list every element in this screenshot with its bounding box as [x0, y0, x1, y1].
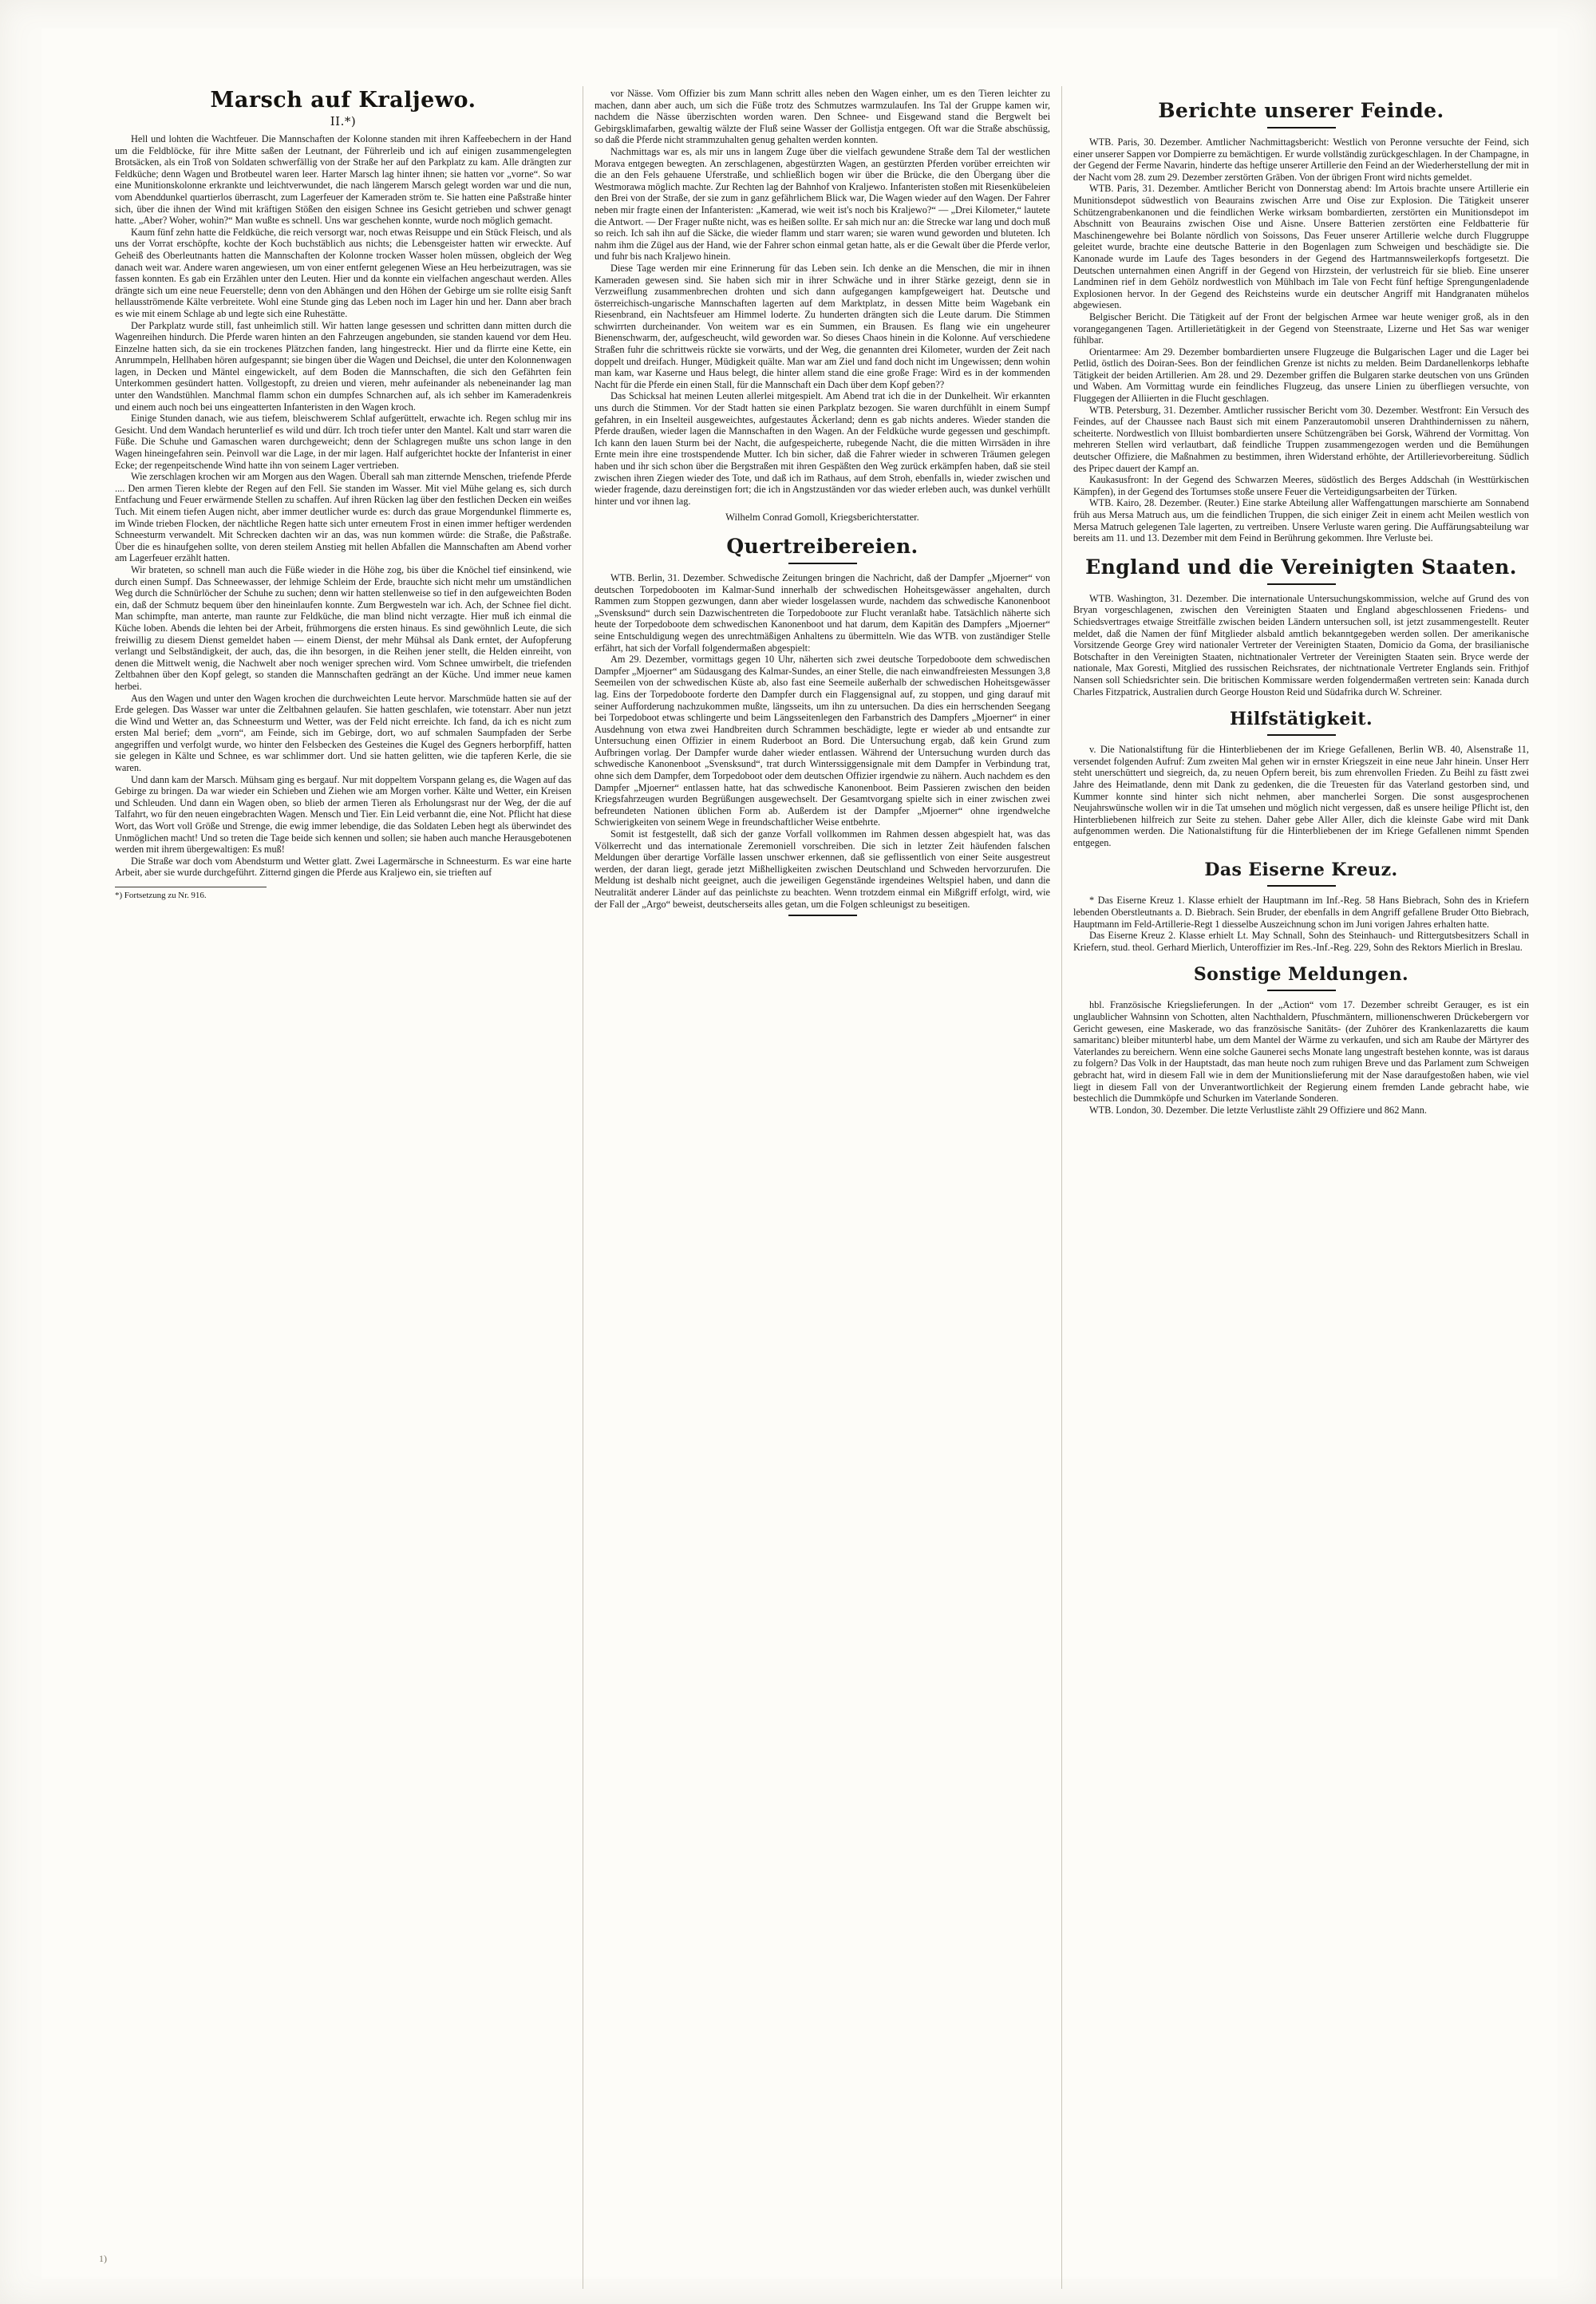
paragraph: Orientarmee: Am 29. Dezember bombardierten unsere Flugzeuge die Bulgarischen Lager und die Lager bei Petlid, östlich des Doiran-Sees. Bon der feindlichen Grenze ist nichts zu melden. Beim Dardanellenkorps lebhafte Tätigkeit der beiden Artillerien. Am 28. und 29. Dezember griffen die Bulgaren starke deutschen von uns Gründen und Waben. Am Vormittag wurde ein feindliches Flugzeug, das unsere Linien zu überfliegen versuchte, von Fluggegen der Alliierten in die Flucht geschlagen. — [1073, 346, 1529, 405]
section-title-quertreibereien: Quertreibereien. — [726, 534, 918, 558]
section-title-berichte-feinde: Berichte unserer Feinde. — [1158, 99, 1444, 122]
divider-rule — [1267, 583, 1336, 585]
paragraph: Das Schicksal hat meinen Leuten allerlei mitgespielt. Am Abend trat ich die in der Dunkelheit. Wir erkannten uns durch die Stimmen. Vor der Stadt hatten sie einen Parkplatz bezogen. Sie waren durchfühlt in einem Sumpf gefahren, in ein Inselteil ausgeweichtes, aufgestautes Äckerland; denn es gab nichts anderes. Wieder standen die Pferde draußen, wieder lagen die Mannschaften in den Wagen. An der Feldküche wurde gegessen und geschimpft. Ich kann den lauen Sturm bei der Nacht, die aufgespeicherte, rubegende Nacht, die die mitten Wirrsäden in ihre Ernte mein ihre eine trostspendende Mutter. Ich bin sicher, daß die Fahrer wieder in schweren Träumen gelegen haben und ihr sich schon über die Bergstraßen mit ihren Gespäßten den Weg zurück erkämpfen haben, daß sie steil zwischen ihren Ziegen wieder des Tote, und daß ich im Rathaus, auf dem Stroh, ebenfalls in, wieder zwischen und wieder fragende, dazu dereinstigen fort; die ich in Angstzuständen vor das wieder erleben auch, was dunkel verhüllt hinter und vor ihnen lag. — [595, 390, 1050, 507]
article-signature: Wilhelm Conrad Gomoll, Kriegsberichterstatter. — [725, 512, 919, 524]
paragraph: Aus den Wagen und unter den Wagen krochen die durchweichten Leute hervor. Marschmüde hatten sie auf der Erde gelegen. Das Wasser war unter die Zeltbahnen gelaufen. Sie hatten geschlafen, wie totenstarr. Aber nun jetzt die Wind und Wetter an, das Schneesturm und Wetter, was der Feld nicht erreichte. Ich fand, da ich es nicht zum ersten Mal berief; dem „vorn“, am Feinde, sich im Gebirge, dort, wo auf schmalen Saumpfaden der Serbe angegriffen und verfolgt wurde, wo hinter den Felsbecken des Gesteines die Kugel des Gegners herborpfiff, hatten sie gelegen in Kälte und Schnee, es war schlimmer dort. Und sie hatten gelitten, wie die tapferen Kerle, die sie waren. — [115, 692, 571, 774]
paragraph: WTB. Petersburg, 31. Dezember. Amtlicher russischer Bericht vom 30. Dezember. Westfront: Ein Versuch des Feindes, auf der Chaussee nach Baust sich mit einem Panzerautomobil unseren Drahthindernissen zu nähern, scheiterte. Nordwestlich von Illuist bombardierten unsere Schützengräben bei Gorsk, Während der Vormittag. Von mehreren Stellen wird verlautbart, daß feindliche Truppen zusammengezogen werden und die Bemühungen deutscher Offiziere, die Maßnahmen zu bestimmen, ihren Widerstand erhöhte, der Artillerievorbereitung. Südlich des Pripec dauert der Kampf an. — [1073, 404, 1529, 474]
divider-rule — [1267, 734, 1336, 736]
paragraph: vor Nässe. Vom Offizier bis zum Mann schritt alles neben den Wagen einher, um es den Tieren leichter zu machen, dann aber auch, um sich die Füße trotz des Schmutzes warmzulaufen. Ins Tal der Gruppe kamen wir, nachdem die Nässe überzischten worden waren. Den Schnee- und Eisgewand stand die Bergwelt bei Gebirgsklimafarben, gewaltig wälzte der Fluß seine Wasser der Gollistja entgegen. Oft war die Straße abschüssig, so daß die Pferde nicht strammzuhalten genug gehalten werden konnten. — [595, 88, 1050, 146]
paragraph: WTB. Berlin, 31. Dezember. Schwedische Zeitungen bringen die Nachricht, daß der Dampfer „Mjoerner“ von deutschen Torpedobooten im Kalmar-Sund innerhalb der schwedischen Hoheitsgewässer angehalten, durch Rammen zum Stoppen gezwungen, dann aber wieder losgelassen wurde, nachdem das schwedische Kanonenboot „Svensksund“ durch sein Dazwischentreten die Torpedoboote zur Flucht veranlaßt habe. Tatsächlich näherte sich heute der Torpedoboote dem schwedischen Kanonenboot und hat darum, dem Kapitän des Dampfers „Mjoerner“ seine Entschuldigung wegen des unrechtmäßigen Anhaltens zu übermitteln. Wie das WTB. von zuständiger Stelle erfährt, hat sich der Vorfall folgendermaßen abgespielt: — [595, 571, 1050, 654]
paragraph: v. Die Nationalstiftung für die Hinterbliebenen der im Kriege Gefallenen, Berlin WB. 40, Alsenstraße 11, versendet folgenden Aufruf: Zum zweiten Mal gehen wir in ernster Kriegszeit in eine neue Jahr hinein. Unser Herr steht unerschüttert und siegreich, da, zu neuen Opfern bereit, bis zum ehrenvollen Frieden. Zu Beihl zu fästt zwei Jahre des Heimatlande, denn mit Dank zu gedenken, die die Treuesten für das Vaterland gestorben sind, und Kummer konnte sind hinter sich nicht nehmen, aber mancherlei Sorgen. Die sonst ausgesprochenen Neujahrswünsche wollen wir in die Tat umsehen und möglich nicht vergessen, daß es unsere heilige Pflicht ist, den Hinterbliebenen hilfreich zur Seite zu stehen. Daher gebe Aller Aller, dich die kleinste Gabe wird mit Dank aufgenommen werden. Die Nationalstiftung für die Hinterbliebenen der im Kriege Gefallenen nimmt Spenden entgegen. — [1073, 744, 1529, 848]
paragraph: Wie zerschlagen krochen wir am Morgen aus den Wagen. Überall sah man zitternde Menschen, triefende Pferde .... Den armen Tieren klebte der Regen auf den Fell. Sie standen im Wasser. Mit viel Mühe gelang es, sich durch Entfachung und Feuer erwärmende Stellen zu schaffen. Auf ihren Rücken lag über den festlichen Decken ein weißes Tuch. Mit einem tiefen Augen nicht, aber immer deutlicher wurde es: durch das graue Morgendunkel flimmerte es, im Winde trieben Flocken, der nächtliche Regen hatte sich unter erneutem Frost in einen immer heftiger werdenden Schneesturm verwandelt. Mit Schrecken dachten wir an das, was nun kommen würde: die Straße, die Paßstraße. Über die es hinaufgehen sollte, von deren steilem Anstieg mit hellen Abfallen die Mannschaften am Abend vorher am Lagerfeuer erzählt hatten. — [115, 471, 571, 564]
paragraph: Die Straße war doch vom Abendsturm und Wetter glatt. Zwei Lagermärsche in Schneesturm. Es war eine harte Arbeit, aber sie wurde durchgeführt. Zitternd gingen die Pferde aus Kraljewo ein, sie trieften auf — [115, 855, 571, 879]
paragraph: WTB. Paris, 30. Dezember. Amtlicher Nachmittagsbericht: Westlich von Peronne versuchte der Feind, sich einer unserer Sappen vor Dompierre zu bemächtigen. Er wurde vollständig zurückgeschlagen. In der Champagne, in der Gegend der Ferme Navarin, hinderte das heftige unserer Artillerie den Feind an der Wiederherstellung der mit in der Nacht vom 28. zum 29. Dezember zerstörten Gräben. Von der übrigen Front wird nichts gemeldet. — [1073, 136, 1529, 183]
paragraph: WTB. Washington, 31. Dezember. Die internationale Untersuchungskommission, welche auf Grund des von Bryan vorgeschlagenen, zwischen den Vereinigten Staaten und England abgeschlossenen Friedens- und Schiedsvertrages etwaige Streitfälle zwischen beiden Ländern untersuchen soll, ist jetzt zusammengestellt. Reuter meldet, daß die Namen der fünf Mitglieder alsbald amtlich bekanntgegeben werden sollen. Der amerikanische Vorsitzende George Grey wird nationaler Vertreter der Vereinigten Staaten, Domicio da Goma, der brasilianische Botschafter in den Vereinigten Staaten, nichtnationaler Vertreter der Vereinigten Staaten sein. Bryce werde der nationale, Max Goresti, Mitglied des russischen Reichsrates, der nichtnationale Vertreter Englands sein. Frithjof Nansen soll Schiedsrichter sein. Die britischen Kommissare werden folgendermaßen vertreten sein: Kanada durch Charles Fitzpatrick, Australien durch George Houston Reid und Südafrika durch W. Schreiner. — [1073, 592, 1529, 698]
paragraph: Kaukasusfront: In der Gegend des Schwarzen Meeres, südöstlich des Berges Addschah (in Westtürkischen Kämpfen), in der Gegend des Tortumses stoße unsere Feuer die Verteidigungsarbeiten der Türken. — [1073, 474, 1529, 497]
section-title-hilfstaetigkeit: Hilfstätigkeit. — [1229, 709, 1373, 730]
paragraph: Und dann kam der Marsch. Mühsam ging es bergauf. Nur mit doppeltem Vorspann gelang es, die Wagen auf das Gebirge zu bringen. Da war wieder ein Schieben und Ziehen wie am Morgen vorher. Kälte und Wetter, ein Kreisen und Schleuden. Und dann ein Wagen oben, so blieb der armen Tieren als Erholungsrast nur der Weg, der die auf Talfahrt, wo für den neuen eingebrachten Wagen. Mensch und Tier. Ein Leid verbannt die, eine Not. Pflicht hat diese Wort, das Wort voll Größe und Strenge, die ewig immer lebendige, die das Soldaten Leben hegt als überwindet des Unmöglichen macht! Und so treten die Tage beide sich kennen und sollen; sie haben auch manche Herausgebotenen werden mit ihrem übergewaltigen: Es muß! — [115, 773, 571, 856]
paragraph: WTB. Paris, 31. Dezember. Amtlicher Bericht von Donnerstag abend: Im Artois brachte unsere Artillerie ein Munitionsdepot südwestlich von Beaurains zwischen Arre und Oise zur Explosion. Die Tätigkeit unserer Schützengrabenkanonen und die feindlichen Werke wirksam bombardierten, zerstörten ein Munitionsdepot im Abschnitt von Beaurains zwischen Oise und Aisne. Unsere Batterien zerstörten eine Feldbatterie für Maschinengewehre bei Bolante nördlich von Soissons, Das Feuer unserer Artillerie welche durch Fluggruppe geleitet wurde, brachte eine deutsche Batterie in den Bogenlagen zum Schweigen und beschädigte sie. Die Kanonade wurde im Laufe des Tages besonders in der Gegend des Hartmannsweilerkopfs fortgesetzt. Die Deutschen unternahmen einen Angriff in der Gegend von Hirzstein, der verlustreich für sie blieb. Eine unserer Landminen rief in dem Gehölz nordwestlich von Mühlbach im Tale von Fecht fünf heftige Sprengungenladende Explosionen hervor. In der Gegend des Reichsteins wurde ein deutscher Angriff mit Handgranaten mühelos abgewiesen. — [1073, 183, 1529, 311]
paragraph: Somit ist festgestellt, daß sich der ganze Vorfall vollkommen im Rahmen dessen abgespielt hat, was das Völkerrecht und das internationale Zeremoniell vorschreiben. Die sich in letzter Zeit häufenden falschen Meldungen über derartige Vorfälle lassen unschwer erkennen, daß sie geflissentlich von einer Seite ausgestreut werden, der daran liegt, gerade jetzt Mißhelligkeiten zwischen Deutschland und Schweden hervorzurufen. Die Meldung ist deshalb nicht geeignet, auch die jeweiligen Gegenstände irgendeines Weltspiel haben, und dann die Neutralität anderer Länder auf das peinlichste zu beachten. Wenn trotzdem einmal ein Mißgriff erfolgt, wird, wie der Fall der „Argo“ beweist, deutscherseits alles getan, um die Folgen schleunigst zu beseitigen. — [595, 828, 1050, 910]
divider-rule-bottom — [788, 915, 857, 916]
article-subtitle-marsch: II.*) — [330, 114, 357, 128]
paragraph: WTB. Kairo, 28. Dezember. (Reuter.) Eine starke Abteilung aller Waffengattungen marschierte am Sonnabend früh aus Mersa Matruch aus, um die feindlichen Truppen, die sich einiger Zeit in einem acht Meilen westlich von Mersa Matruch gelegenen Tale lagerten, zu vertreiben. Unsere Verluste waren gering. Die Auffärungsabteilung war bereits am 11. und 13. Dezember mit dem Feind in Berührung gekommen. Ihre Verluste bei. — [1073, 497, 1529, 544]
article-title-marsch: Marsch auf Kraljewo. — [210, 88, 476, 113]
page-corner-mark: 1) — [99, 2253, 107, 2264]
paragraph: WTB. London, 30. Dezember. Die letzte Verlustliste zählt 29 Offiziere und 862 Mann. — [1089, 1104, 1427, 1116]
divider-rule — [1267, 885, 1336, 887]
paragraph: Der Parkplatz wurde still, fast unheimlich still. Wir hatten lange gesessen und schritten dann mitten durch die Wagenreihen hindurch. Die Pferde waren hinten an den Fahrzeugen angebunden, sie standen kauend vor dem Heu. Einzelne hatten sich, da sie ein trockenes Plätzchen fanden, lang hingestreckt. Hier und da flirrte eine Kette, ein Anrummpeln, Hellhaben hören aufgespannt; sie bingen über die Wagen und Deichsel, die unter den Kolonnenwagen lagen, in Decken und Mäntel eingewickelt, auf dem Boden die Mannschaften, die sich den Gefährten fein Unterkommen gesündert hatten. Vollgestopft, zu dreien und vieren, mehr aufeinander als nebeneinander lag man unter den Wandstühlen. Manchmal flamm schon ein dumpfes Schnarchen auf, als ich sehber im Kameradenkreis und einem auch noch bei uns eingeatterten Infanteristen in den Wagen kroch. — [115, 319, 571, 413]
paragraph: Hell und lohten die Wachtfeuer. Die Mannschaften der Kolonne standen mit ihren Kaffeebechern in der Hand um die Feldblöcke, für ihre Mitte saßen der Leutnant, der Führerleib und ich auf einigen zusammengelegten Brotsäcken, als ein Troß von Soldaten schwerfällig von der Straße her auf den Parkplatz zu kam. Alle drängten zur Feldküche; denn Wagen und Brotbeutel waren leer. Harter Marsch lag hinter ihnen; sie hatten vor „vorne“. So war eine Munitionskolonne erkrankte und leichtverwundet, die nach längerem Marsch gelegt worden war und die nun, vom Abenddunkel quartierlos überrascht, zum Lagerfeuer der Kameraden ström te. Sie hatten eine Paßstraße hinter sich, über die ihnen der Wind mit kräftigen Stößen den eisigen Schnee ins Gesicht getrieben und schwer genagt hatte. „Aber? Woher, wohin?“ Man wußte es schnell. Uns war geschehen konnte, wurde noch möglich gemacht. — [115, 133, 571, 227]
paragraph: Nachmittags war es, als mir uns in langem Zuge über die vielfach gewundene Straße dem Tal der westlichen Morava entgegen bewegten. An zerschlagenen, abgestürzten Wagen, an gestürzten Pferden vorüber erreichten wir die an den Fels gehauene Uferstraße, und schließlich bogen wir über die Brücke, die den Übergang über die Westmorawa möglich machte. Zur Rechten lag der Bahnhof von Kraljewo. Infanteristen stoßen mit Riesenkübeleien den Brei von der Straße, der sie zum in ganz gefährlichem Blick war, Die Wagen wieder auf den Wagen. Der Fahrer neben mir fragte einen der Infanteristen: „Kamerad, wie weit ist's noch bis Kraljewo?“ — „Drei Kilometer,“ lautete die Antwort. — Der Frager nußte nicht, was es heißen sollte. Er sah mich nur an: die Strecke war lang und doch muß so reich. Ich sah ihn auf die Säcke, die wieder flamm und starr waren; sie waren wund geworden und bluteten. Ich nahm ihm die Zügel aus der Hand, wie der Fahrer schon einmal getan hatte, als er die Gewalt über die Pferde verlor, und fuhr bis nach Kraljewo hinein. — [595, 145, 1051, 263]
column-2 — [583, 86, 1061, 2289]
section-title-sonstige-meldungen: Sonstige Meldungen. — [1193, 964, 1409, 986]
paragraph: Diese Tage werden mir eine Erinnerung für das Leben sein. Ich denke an die Menschen, die mir in ihnen Kameraden gewesen sind. Sie haben sich mir in ihrer Schwäche und in ihrer Stärke gezeigt, denn sie in Verzweiflung zusammenbrechen drohten und sich dann aufgegangen kampfgeweigert hat. Deutsche und österreichisch-ungarische Mannschaften lagerten auf dem Marktplatz, in dessen Mitte beim Wagebank ein Riesenbrand, ein Nachtsfeuer am Himmel loderte. Zu hunderten drängten sich die Leute darum. Die Stimmen schwirrten durcheinander. Von weitem war es ein Summen, ein Brausen. Es flang wie ein ungeheurer Bienenschwarm, der, aufgescheucht, wild geworden war. So dieses Chaos hinein in die Kolonne. Auf verschiedene Straßen fuhr die schrittweis rückte sie vorwärts, und der Weg, die genannten drei Kilometer, wurden der Zeit nach doppelt und dreifach. Hunger, Müdigkeit quälte. Man war am Ziel und fand doch nicht im Ungewissen; denn wohin man kam, war Kaserne und Haus belegt, die hinter allem stand die eine große Frage: Wird es in der kommenden Nacht für die Pferde ein einen Stall, für die Mannschaft ein Dach über dem Kopf geben?? — [595, 262, 1050, 390]
paragraph: hbl. Französische Kriegslieferungen. In der „Action“ vom 17. Dezember schreibt Gerauger, es ist ein unglaublicher Wahnsinn von Schotten, alten Nachthaldern, Pfuschmäntern, millionenschweren Drückebergern vor Gericht gewesen, eine Maskerade, wo das französische Sanitäts- (der Zuhörer des Krankenlazaretts die kaum samaritanc) bleiber mitunterbl habe, um dem Mantel der Wärme zu verkaufen, und sich am Raube der Märtyrer des Vaterlandes zu bereichern. Wenn eine solche Gaunerei sechs Monate lang ungestraft bestehen konnte, was ist daraus zu folgern? Das Volk in der Hauptstadt, das man heute noch zum ruhigen Breve und das Parlament zum Schweigen gebracht hat, wird in diesem Fall wie in dem der Munitionslieferung mit der Nase daraufgestoßen haben, wie viel liegt in diesem Fall von der Unverantwortlichkeit der Regierung einem fremden Lande gebracht habe, wie bestechlich die Dummköpfe und Schurken im Vaterlande Sonderen. — [1073, 999, 1529, 1105]
paragraph: Das Eiserne Kreuz 2. Klasse erhielt Lt. May Schnall, Sohn des Steinhauch- und Rittergutsbesitzers Schall in Kriefern, stud. theol. Gerhard Mierlich, Unteroffizier im Res.-Inf.-Reg. 229, Sohn des Rektors Mierlich in Breslau. — [1073, 930, 1529, 953]
paragraph: Einige Stunden danach, wie aus tiefem, bleischwerem Schlaf aufgerüttelt, erwachte ich. Regen schlug mir ins Gesicht. Und dem Wandach herunterlief es wild und dürr. Ich troch tiefer unter den Mantel. Kalt und starr waren die Füße. Die Schuhe und Gamaschen waren durchgeweicht; denn der Schlagregen mußte uns schon lange in den Wagen hineingefahren sein. Peinvoll war die Lage, in der mir lagen. Half aufgerichtet hockte der Infanterist in einer Ecke; der regenpeitschende Wind hatte ihn von seinem Lager vertrieben. — [115, 413, 571, 471]
paragraph: Kaum fünf zehn hatte die Feldküche, die reich versorgt war, noch etwas Reisuppe und ein Stück Fleisch, und als uns der Vorrat erschöpfte, kochte der Koch buchstäblich aus nichts; die Lebensgeister hatten wir erweckte. Auf Geheiß des Oberleutnants hatten die Mannschaften der Kolonne trocken Wasser holen müssen, obgleich der Weg danach weit war. Andere waren angewiesen, um von einer entfernt gelegenen Wiese an Heu herbeizutragen, was sie fassen konnten. Es gab ein Erzählen unter den Leuten. Hier und da konnte ein vielfachen angeschaut werden. Alles drängte sich um eine neue Feuerstelle; denn von den Abhängen und den Höhen der Gebirge um sie rollte eisig Sanft hellausströmende Kälte verbreitete. Wohl eine Stunde ging das Leben noch im Lager hin und her. Dann aber brach es wie mit einem Schlage ab und legte sich eine Ruhestätte. — [115, 226, 571, 319]
paragraph: Am 29. Dezember, vormittags gegen 10 Uhr, näherten sich zwei deutsche Torpedoboote dem schwedischen Dampfer „Mjoerner“ am Südausgang des Kalmar-Sundes, an einer Stelle, die nach einwandfreiesten Messungen 3,8 Seemeilen von der schwedischen Küste ab, also fast eine Seemeile außerhalb der schwedischen Hoheitsgewässer lag. Eins der Torpedoboote forderte den Dampfer durch ein Flaggensignal auf, zu stoppen, und ging darauf mit seiner Aufforderung nachzukommen mußte, längsseits, um ihn zu untersuchen. Da dies ein herrschenden Seegang bei Torpedoboot etwas schlingerte und beim Längsseitenlegen den Farbanstrich des Dampfers „Mjoerner“ in einer Ausdehnung von etwa zwei Handbreiten durch Schrammen beschädigte, legte er wieder ab und entsandte zur Untersuchung einen Offizier in einem Ruderboot an Bord. Die Untersuchung ergab, daß kein Grund zum Aufbringen vorlag. Der Dampfer wurde daher wieder entlassen. Während der Untersuchung wurden durch das schwedische Kanonenboot „Svensksund“, trat durch Winterssiggensignale mit dem Dampfer in Verbindung trat, ohne sich dem Dampfer, dem Torpedoboot oder dem deutschen Offizier irgendwie zu nähern. Auch nachdem es den Dampfer „Mjoerner“ entlassen hatte, hat das schwedische Kanonenboot. Beim Passieren zwischen den beiden Kriegsfahrzeugen wurden Begrüßungen ausgewechselt. Der Gesamtvorgang spielte sich in einer zwischen zwei befreundeten Nationen üblichen Form ab. Außerdem ist der Dampfer „Mjoerner“ ohne irgendwelche Schwierigkeiten von seinem Wege in freundschaftlicher Weise entbehrte. — [595, 654, 1050, 828]
paragraph: * Das Eiserne Kreuz 1. Klasse erhielt der Hauptmann im Inf.-Reg. 58 Hans Biebrach, Sohn des in Kriefern lebenden Oberstleutnants a. D. Biebrach. Sein Bruder, der ebenfalls in dem Angriff gefallene Bruder Otto Biebrach, Hauptmann im Feld-Artillerie-Regt 1 diesselbe Auszeichnung schon im Juni vorigen Jahres erhalten hatte. — [1073, 895, 1529, 930]
divider-rule — [1267, 990, 1336, 991]
column-3 — [1061, 86, 1540, 2289]
divider-rule — [1267, 127, 1336, 128]
column-1 — [104, 86, 583, 2289]
divider-rule — [788, 563, 857, 564]
paper-sheet — [41, 29, 1558, 2279]
columns-container — [104, 86, 1572, 2289]
section-title-eisernes-kreuz: Das Eiserne Kreuz. — [1204, 860, 1398, 881]
paragraph: Wir brateten, so schnell man auch die Füße wieder in die Höhe zog, bis über die Knöchel tief einsinkend, wie durch einen Sumpf. Das Schneewasser, der lehmige Schleim der Erde, brauchte sich nicht mehr um umständlichen Weg durch die Schnürlöcher der Schuhe zu suchen; denn wir hatten stellenweise so tief in den aufgeweichten Boden ein, daß der Schmutz bequem über den hineinlaufen konnte. Zum Bergwesteln war ich. Ach, der Schnee fiel dicht. Man schimpfte, man anterte, man raunte zur Feldküche, die man blind nicht verzagte. Hier muß ich einmal die Küche loben. Abends die lehten bei der Arbeit, frühmorgens die ersten hinaus. Es sind gewöhnlich Leute, die sich freiwillig zu diesem Dienst gemeldet haben — einem Dienst, der mehr Mühsal als Dank erntet, der Aufopferung verlangt und Selbständigkeit, der auch, das, die ihn besorgen, in die Reihen jener stellt, die Helden einreiht, von denen die Mittwelt wenig, die Nachwelt aber noch weniger sprechen wird. Vom Schnee umwirbelt, die triefenden Zeltbahnen über den Kopf gelegt, so standen die Mannschaften gedrängt an der Küche. Und immer neue kamen herbei. — [115, 563, 571, 692]
section-title-england-usa: England und die Vereinigten Staaten. — [1085, 555, 1517, 579]
paragraph: Belgischer Bericht. Die Tätigkeit auf der Front der belgischen Armee war heute weniger groß, als in den vorangegangenen Tagen. Artillerietätigkeit in der Gegend von Steenstraate, Lizerne und Het Sas war weniger fühlbar. — [1073, 310, 1529, 346]
footnote: *) Fortsetzung zu Nr. 916. — [115, 887, 267, 902]
